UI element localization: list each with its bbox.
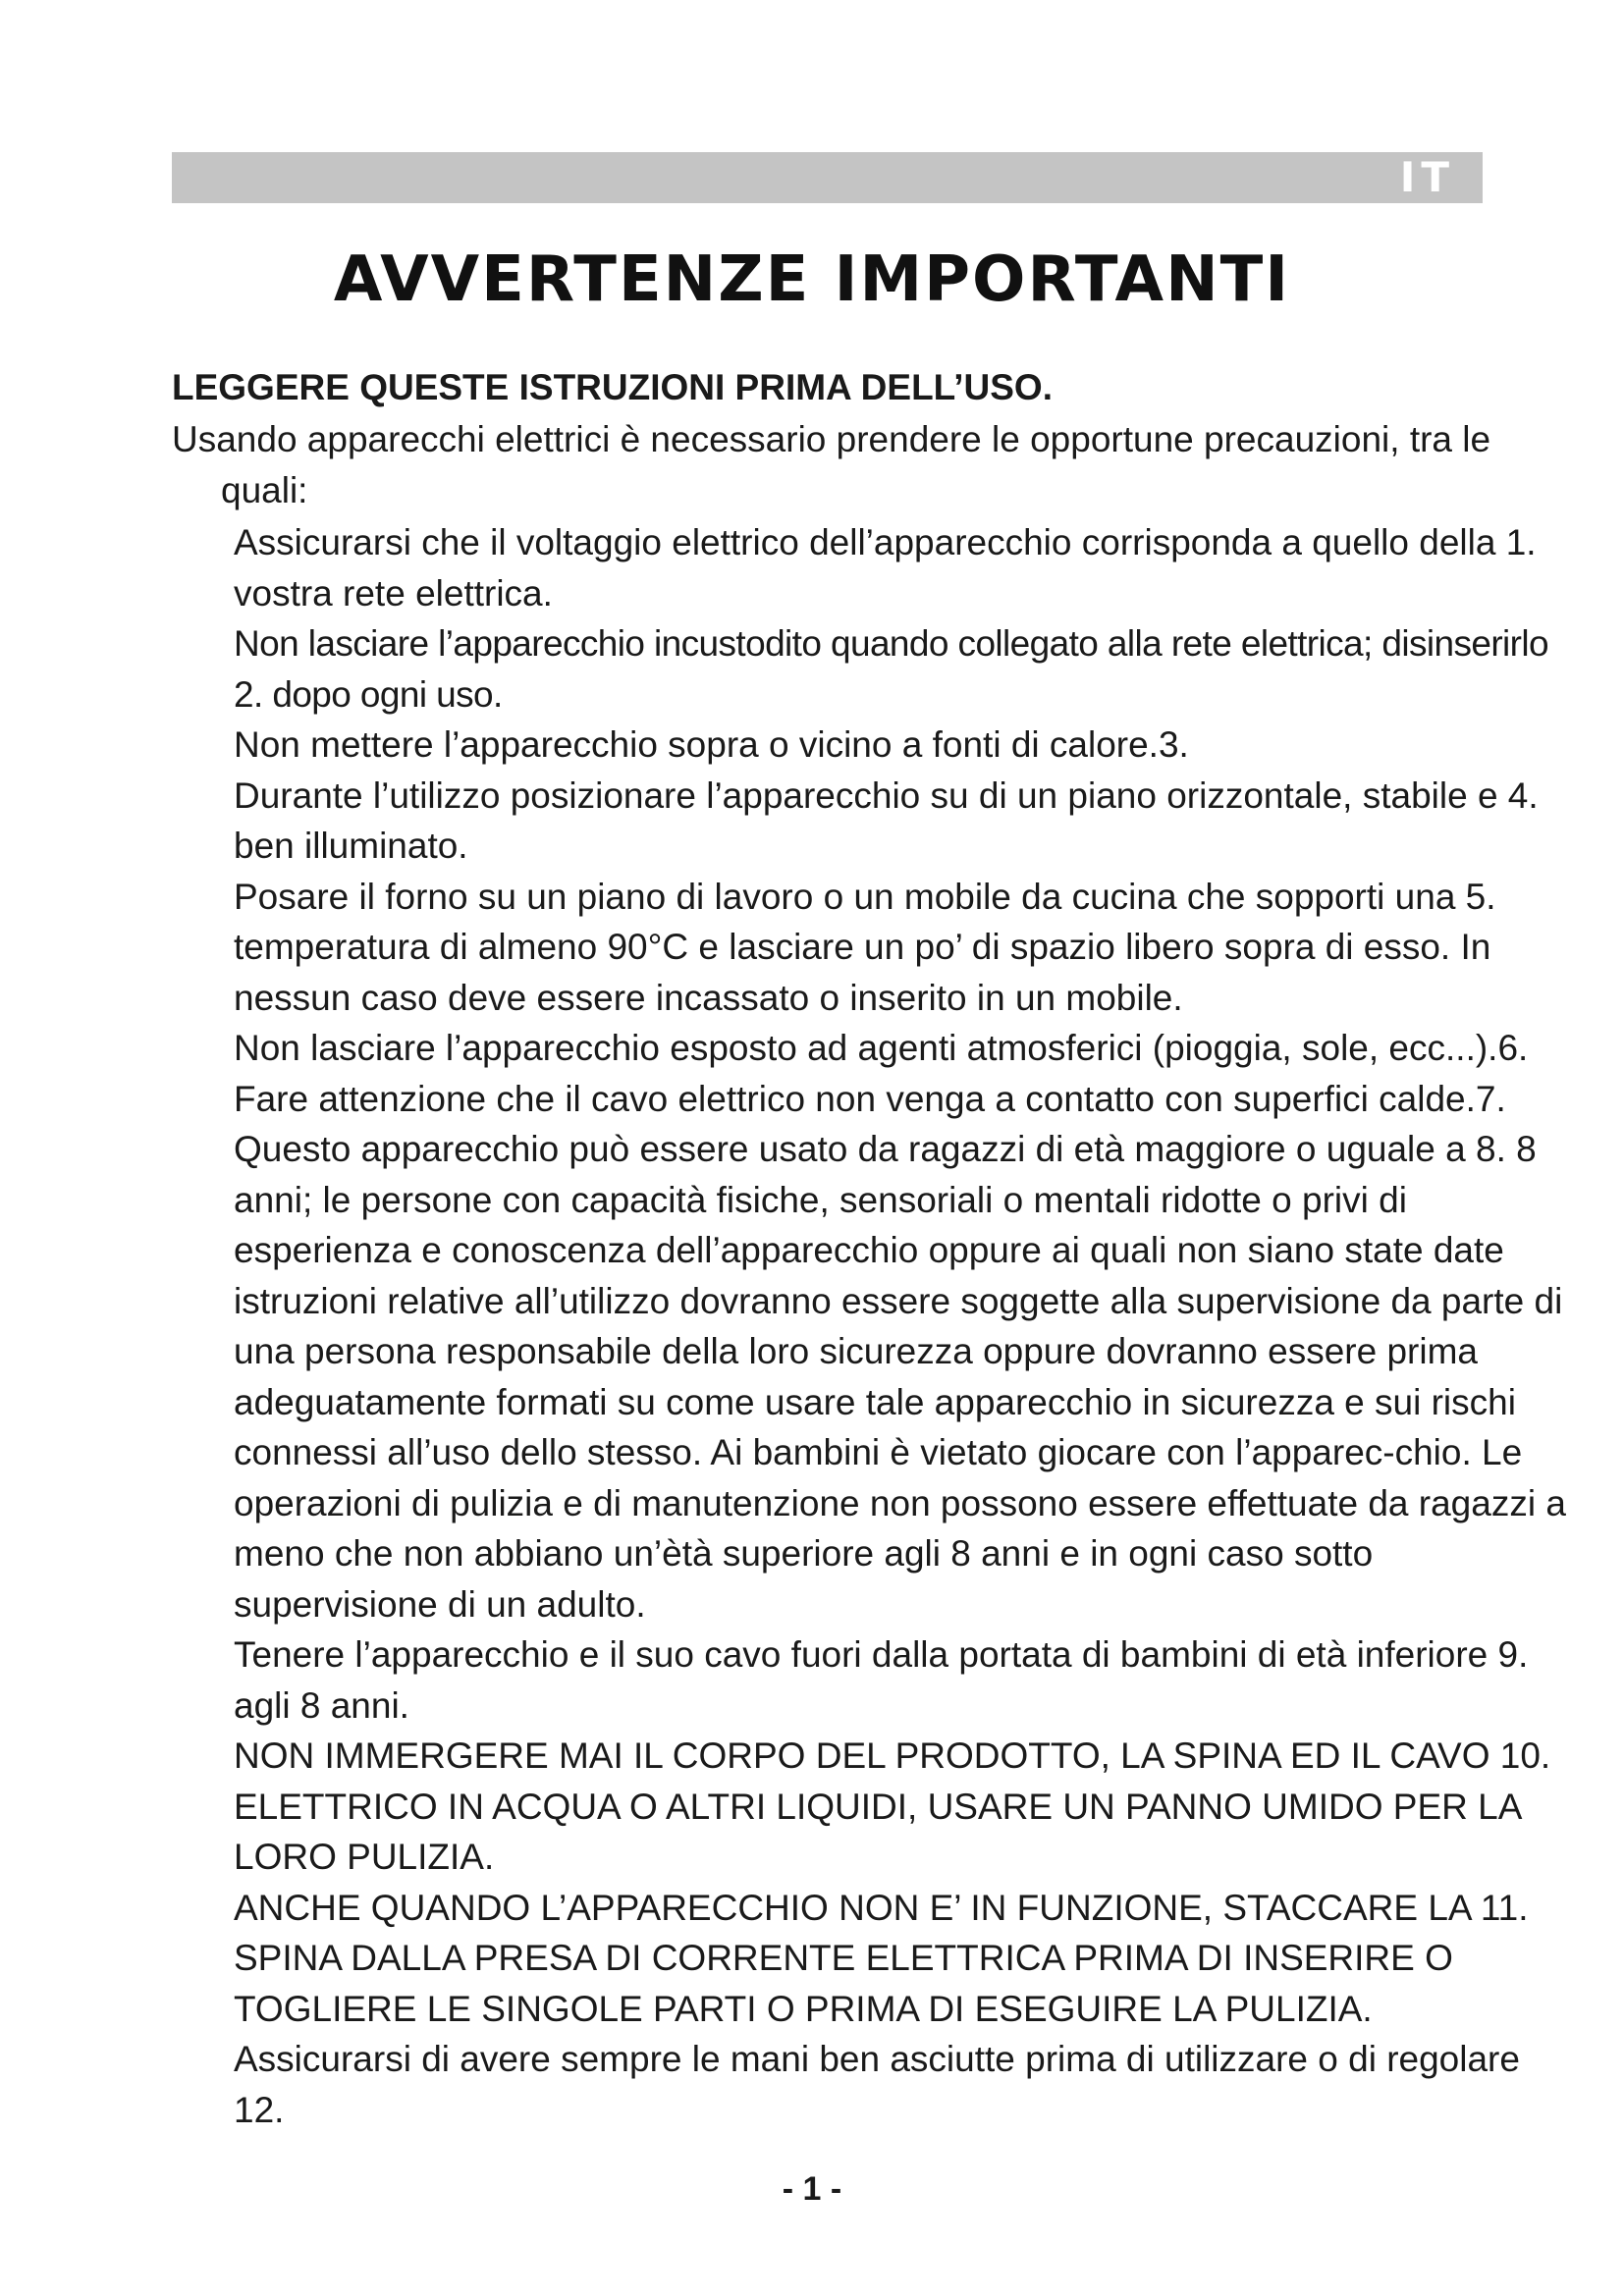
warning-item-6: Non lasciare l’apparecchio esposto ad agenti atmosferici (pioggia, sole, ecc...).6. [234, 1028, 1529, 1068]
warnings-list [234, 517, 1569, 2135]
intro-line-2: quali: [221, 470, 308, 510]
warning-item-2: Non lasciare l’apparecchio incustodito quando collegato alla rete elettrica; disinserirlo 2. dopo ogni uso. [234, 623, 1548, 715]
page-number: - 1 - [782, 2170, 842, 2208]
intro-paragraph [172, 414, 1527, 516]
warning-item-5: Posare il forno su un piano di lavoro o un mobile da cucina che sopporti una 5. temperatura di almeno 90°C e lasciare un po’ di spazio libero sopra di esso. In nessun caso deve essere incassato o inserito in un mobile. [234, 876, 1496, 1018]
language-header-bar [172, 152, 1483, 203]
page-subtitle: LEGGERE QUESTE ISTRUZIONI PRIMA DELL’USO. [172, 367, 1053, 407]
warning-item-4: Durante l’utilizzo posizionare l’apparecchio su di un piano orizzontale, stabile e 4. ben illuminato. [234, 774, 1539, 866]
language-code-label: IT [1399, 153, 1455, 201]
warning-item-11: ANCHE QUANDO L’APPARECCHIO NON E’ IN FUNZIONE, STACCARE LA 11. SPINA DALLA PRESA DI CORRENTE ELETTRICA PRIMA DI INSERIRE O TOGLIERE LE SINGOLE PARTI O PRIMA DI ESEGUIRE LA PULIZIA. [234, 1887, 1529, 2029]
warning-item-9: Tenere l’apparecchio e il suo cavo fuori dalla portata di bambini di età inferiore 9. agli 8 anni. [234, 1634, 1529, 1726]
warning-item-12: Assicurarsi di avere sempre le mani ben asciutte prima di utilizzare o di regolare 12. [234, 2039, 1520, 2130]
warning-item-1: Assicurarsi che il voltaggio elettrico dell’apparecchio corrisponda a quello della 1. vostra rete elettrica. [234, 522, 1537, 614]
warning-item-8: Questo apparecchio può essere usato da ragazzi di età maggiore o uguale a 8. 8 anni; le persone con capacità fisiche, sensoriali o mentali ridotte o privi di esperienza e conoscenza dell’apparecchio oppure ai quali non siano state date istruzioni relative all’utilizzo dovranno essere soggette alla supervisione da parte di una persona responsabile della loro sicurezza oppure dovranno essere prima adeguatamente formati su come usare tale apparecchio in sicurezza e sui rischi connessi all’uso dello stesso. Ai bambini è vietato giocare con l’apparec-chio. Le operazioni di pulizia e di manutenzione non possono essere effettuate da ragazzi a meno che non abbiano un’ètà superiore agli 8 anni e in ogni caso sotto supervisione di un adulto. [234, 1129, 1566, 1625]
intro-line-1: Usando apparecchi elettrici è necessario prendere le opportune precauzioni, tra le [172, 419, 1491, 459]
warning-item-10: NON IMMERGERE MAI IL CORPO DEL PRODOTTO, LA SPINA ED IL CAVO 10. ELETTRICO IN ACQUA O ALTRI LIQUIDI, USARE UN PANNO UMIDO PER LA LORO PULIZIA. [234, 1735, 1551, 1877]
page-title: AVVERTENZE IMPORTANTI [333, 243, 1291, 316]
warning-item-7: Fare attenzione che il cavo elettrico non venga a contatto con superfici calde.7. [234, 1078, 1506, 1119]
warning-item-3: Non mettere l’apparecchio sopra o vicino a fonti di calore.3. [234, 724, 1189, 765]
